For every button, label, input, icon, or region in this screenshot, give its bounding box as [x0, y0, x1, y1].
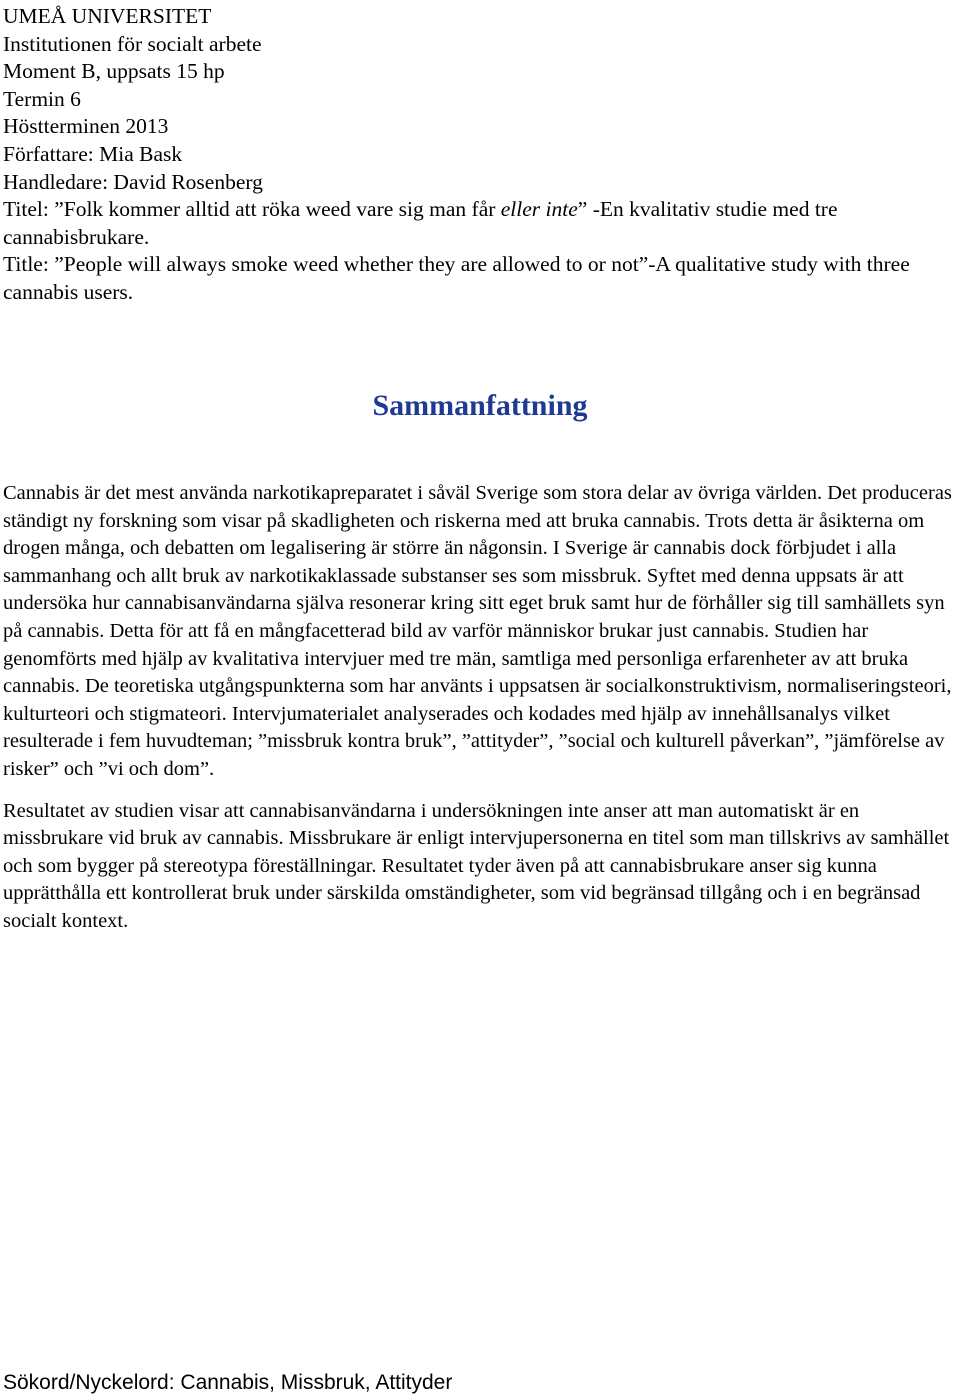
keywords-line: Sökord/Nyckelord: Cannabis, Missbruk, Attityder — [3, 1371, 453, 1394]
semester-info: Höstterminen 2013 — [3, 114, 169, 139]
summary-paragraph-1: Cannabis är det mest använda narkotikapreparatet i såväl Sverige som stora delar av övriga världen. Det produceras ständigt ny forskning som visar på skadligheten och riskerna med att bruka cannabis. Trots detta är åsikterna om drogen många, och debatten om legalisering är större än någonsin. I Sverige är cannabis dock förbjudet i alla sammanhang och allt bruk av narkotikaklassade substanser ses som missbruk. Syftet med denna uppsats är att undersöka hur cannabisanvändarna själva resonerar kring sitt eget bruk samt hur de förhåller sig till samhällets syn på cannabis. Detta för att få en mångfacetterad bild av varför människor brukar just cannabis. Studien har genomförts med hjälp av kvalitativa intervjuer med tre män, samtliga med personliga erfarenheter av att bruka cannabis. De teoretiska utgångspunkterna som har använts i uppsatsen är socialkonstruktivism, normaliseringsteori, kulturteori och stigmateori. Intervjumaterialet analyserades och kodades med hjälp av innehållsanalys vilket resulterade i fem huvudteman; ”missbruk kontra bruk”, ”attityder”, ”social och kulturell påverkan”, ”jämförelse av risker” och ”vi och dom”. — [3, 482, 952, 780]
supervisor-info: Handledare: David Rosenberg — [3, 169, 263, 194]
summary-paragraph-2: Resultatet av studien visar att cannabisanvändarna i undersökningen inte anser att man automatiskt är en missbrukare vid bruk av cannabis. Missbrukare är enligt intervjupersonerna en titel som man tillskrivs av samhället och som bygger på stereotypa föreställningar. Resultatet tyder även på att cannabisbrukare anser sig kunna upprätthålla ett kontrollerat bruk under särskilda omständigheter, som vid begränsad tillgång och i en begränsad socialt kontext. — [3, 799, 950, 932]
swedish-title-italic: eller inte — [500, 197, 578, 222]
department-name: Institutionen för socialt arbete — [3, 31, 262, 56]
summary-body — [3, 480, 958, 936]
swedish-title-prefix: Titel: ”Folk kommer alltid att röka weed vare sig man får — [3, 197, 501, 222]
document-header — [3, 3, 953, 307]
term-info: Termin 6 — [3, 86, 81, 111]
swedish-title — [3, 196, 953, 251]
course-info: Moment B, uppsats 15 hp — [3, 59, 225, 84]
english-title: Title: ”People will always smoke weed whether they are allowed to or not”-A qualitative study with three cannabis users. — [3, 252, 910, 304]
swedish-title-suffix: ” -En kvalitativ studie med tre cannabisbrukare. — [3, 197, 838, 249]
summary-heading: Sammanfattning — [372, 389, 588, 422]
university-name: UMEÅ UNIVERSITET — [3, 4, 212, 28]
author-info: Författare: Mia Bask — [3, 141, 183, 166]
